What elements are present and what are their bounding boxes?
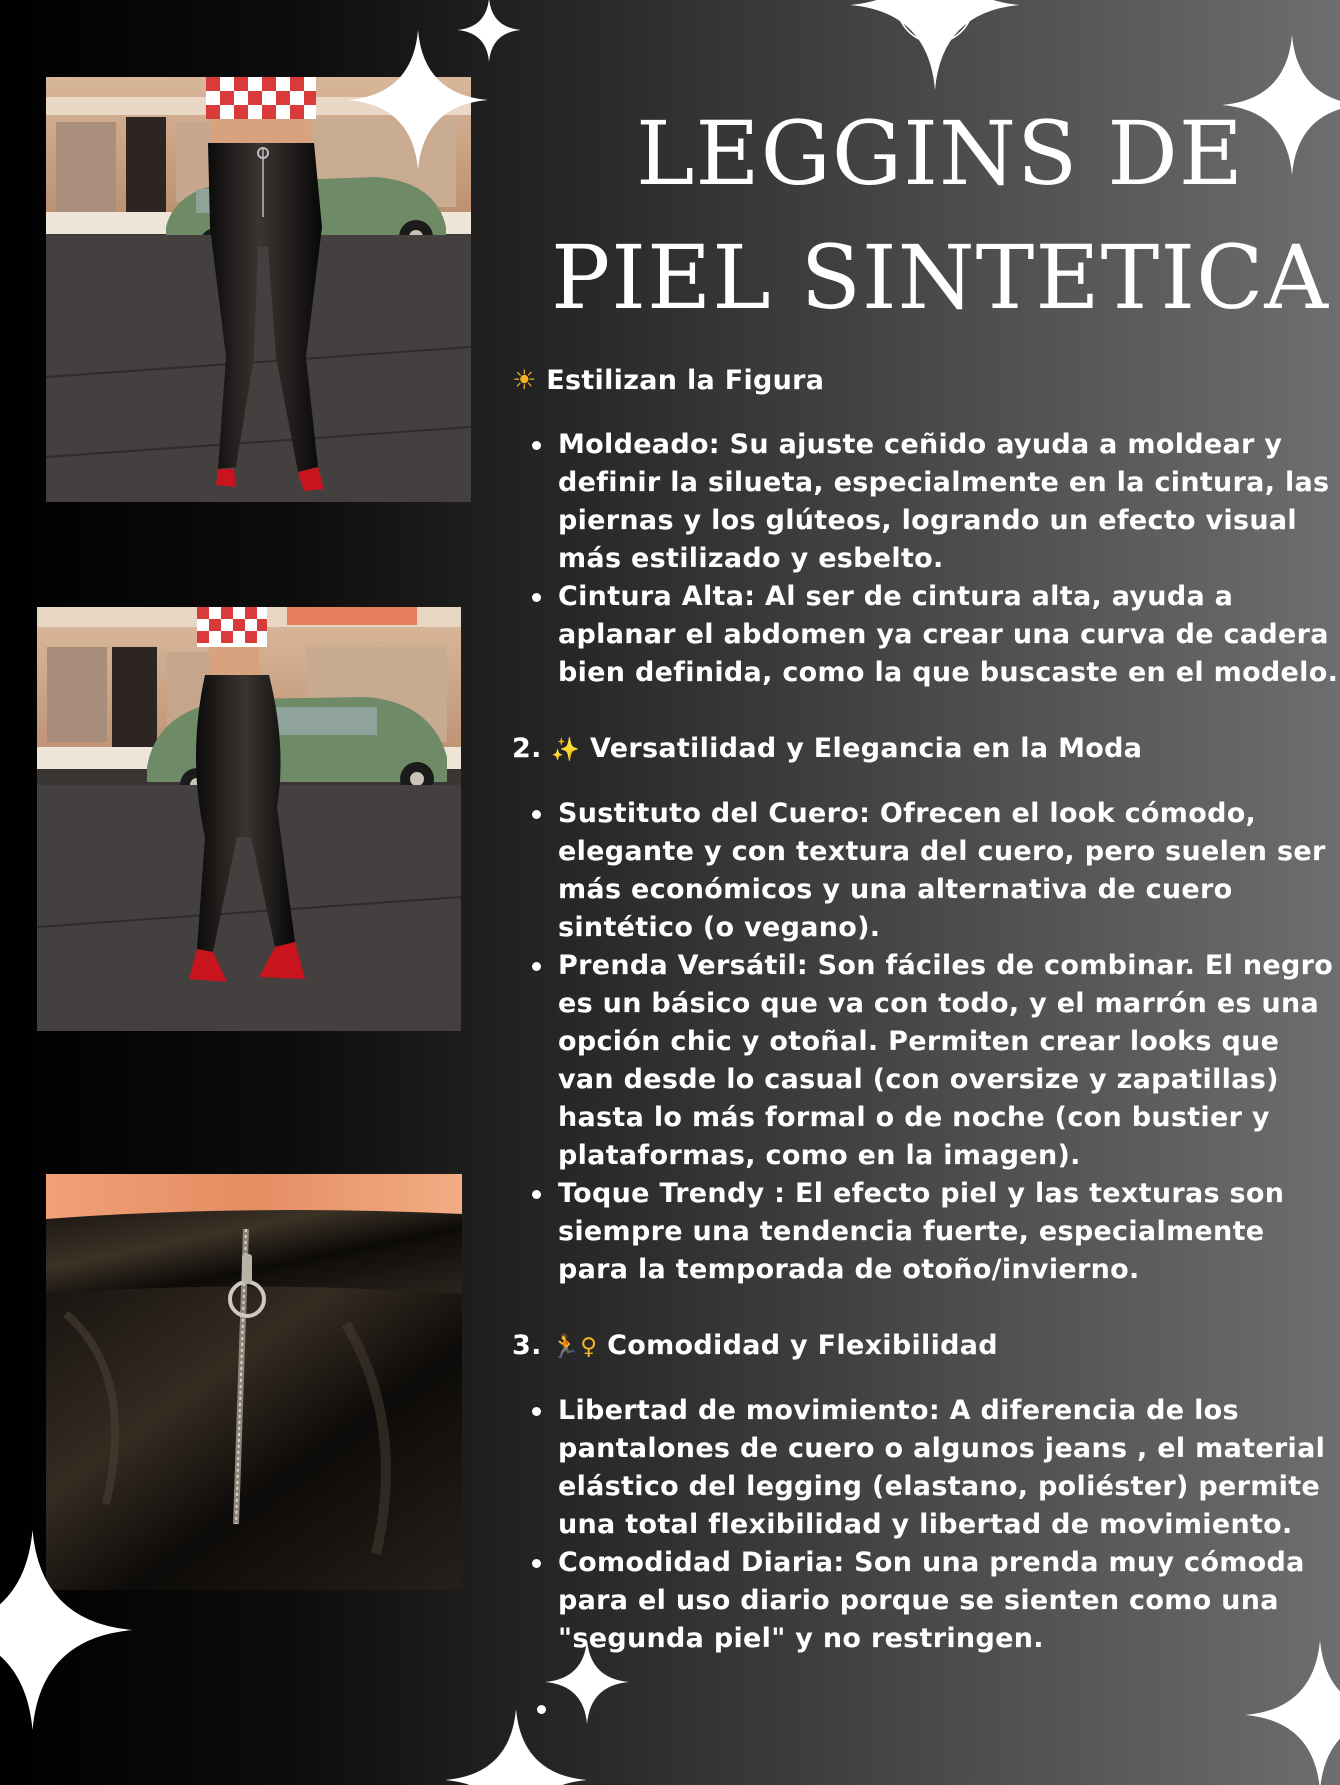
page-title xyxy=(520,92,1340,340)
list-item: Toque Trendy : El efecto piel y las texturas son siempre una tendencia fuerte, especialmente para la temporada de otoño/invierno. xyxy=(558,1175,1340,1289)
photo-side-leggings xyxy=(37,607,461,1031)
sparkle-icon xyxy=(0,1530,135,1730)
sparkle-icon xyxy=(445,1700,587,1785)
section-number: 2. xyxy=(512,733,542,764)
photo-zipper-closeup xyxy=(46,1174,462,1590)
woman-running-icon: 🏃♀ xyxy=(551,1334,598,1360)
title-line-2: PIEL SINTETICA xyxy=(551,226,1329,329)
sparkles-icon: ✨ xyxy=(551,737,581,763)
section-points xyxy=(512,426,1340,692)
list-item: Sustituto del Cuero: Ofrecen el look cómodo, elegante y con textura del cuero, pero suelen ser más económicos y una alternativa de cuero sintético (o vegano). xyxy=(558,795,1340,947)
section-title: Estilizan la Figura xyxy=(546,365,825,396)
sparkle-icon xyxy=(835,0,1035,90)
list-item: Prenda Versátil: Son fáciles de combinar. El negro es un básico que va con todo, y el marrón es una opción chic y otoñal. Permiten crear looks que van desde lo casual (con oversize y zapatillas) hasta lo más formal o de noche (con bustier y plataformas, como en la imagen). xyxy=(558,947,1340,1175)
sparkle-icon xyxy=(1245,1640,1340,1785)
sparkle-icon xyxy=(1222,30,1340,180)
section-title: Comodidad y Flexibilidad xyxy=(607,1330,998,1361)
section-points xyxy=(512,795,1340,1289)
list-item: Comodidad Diaria: Son una prenda muy cómoda para el uso diario porque se sienten como una "segunda piel" y no restringen. xyxy=(558,1544,1340,1658)
section-heading xyxy=(512,730,1340,769)
section-heading xyxy=(512,1327,1340,1366)
section-title: Versatilidad y Elegancia en la Moda xyxy=(590,733,1143,764)
benefits-content xyxy=(512,362,1340,1696)
title-line-1: LEGGINS DE xyxy=(635,102,1245,205)
list-item: Cintura Alta: Al ser de cintura alta, ayuda a aplanar el abdomen ya crear una curva de cadera bien definida, como la que buscaste en el modelo. xyxy=(558,578,1340,692)
section-number: 3. xyxy=(512,1330,542,1361)
list-item: Moldeado: Su ajuste ceñido ayuda a moldear y definir la silueta, especialmente en la cintura, las piernas y los glúteos, logrando un efecto visual más estilizado y esbelto. xyxy=(558,426,1340,578)
section-heading xyxy=(512,362,1340,400)
sun-icon: ☀ xyxy=(512,365,537,396)
list-item: Libertad de movimiento: A diferencia de los pantalones de cuero o algunos jeans , el material elástico del legging (elastano, poliéster) permite una total flexibilidad y libertad de movimiento. xyxy=(558,1392,1340,1544)
sparkle-icon xyxy=(348,30,488,170)
section-points xyxy=(512,1392,1340,1658)
